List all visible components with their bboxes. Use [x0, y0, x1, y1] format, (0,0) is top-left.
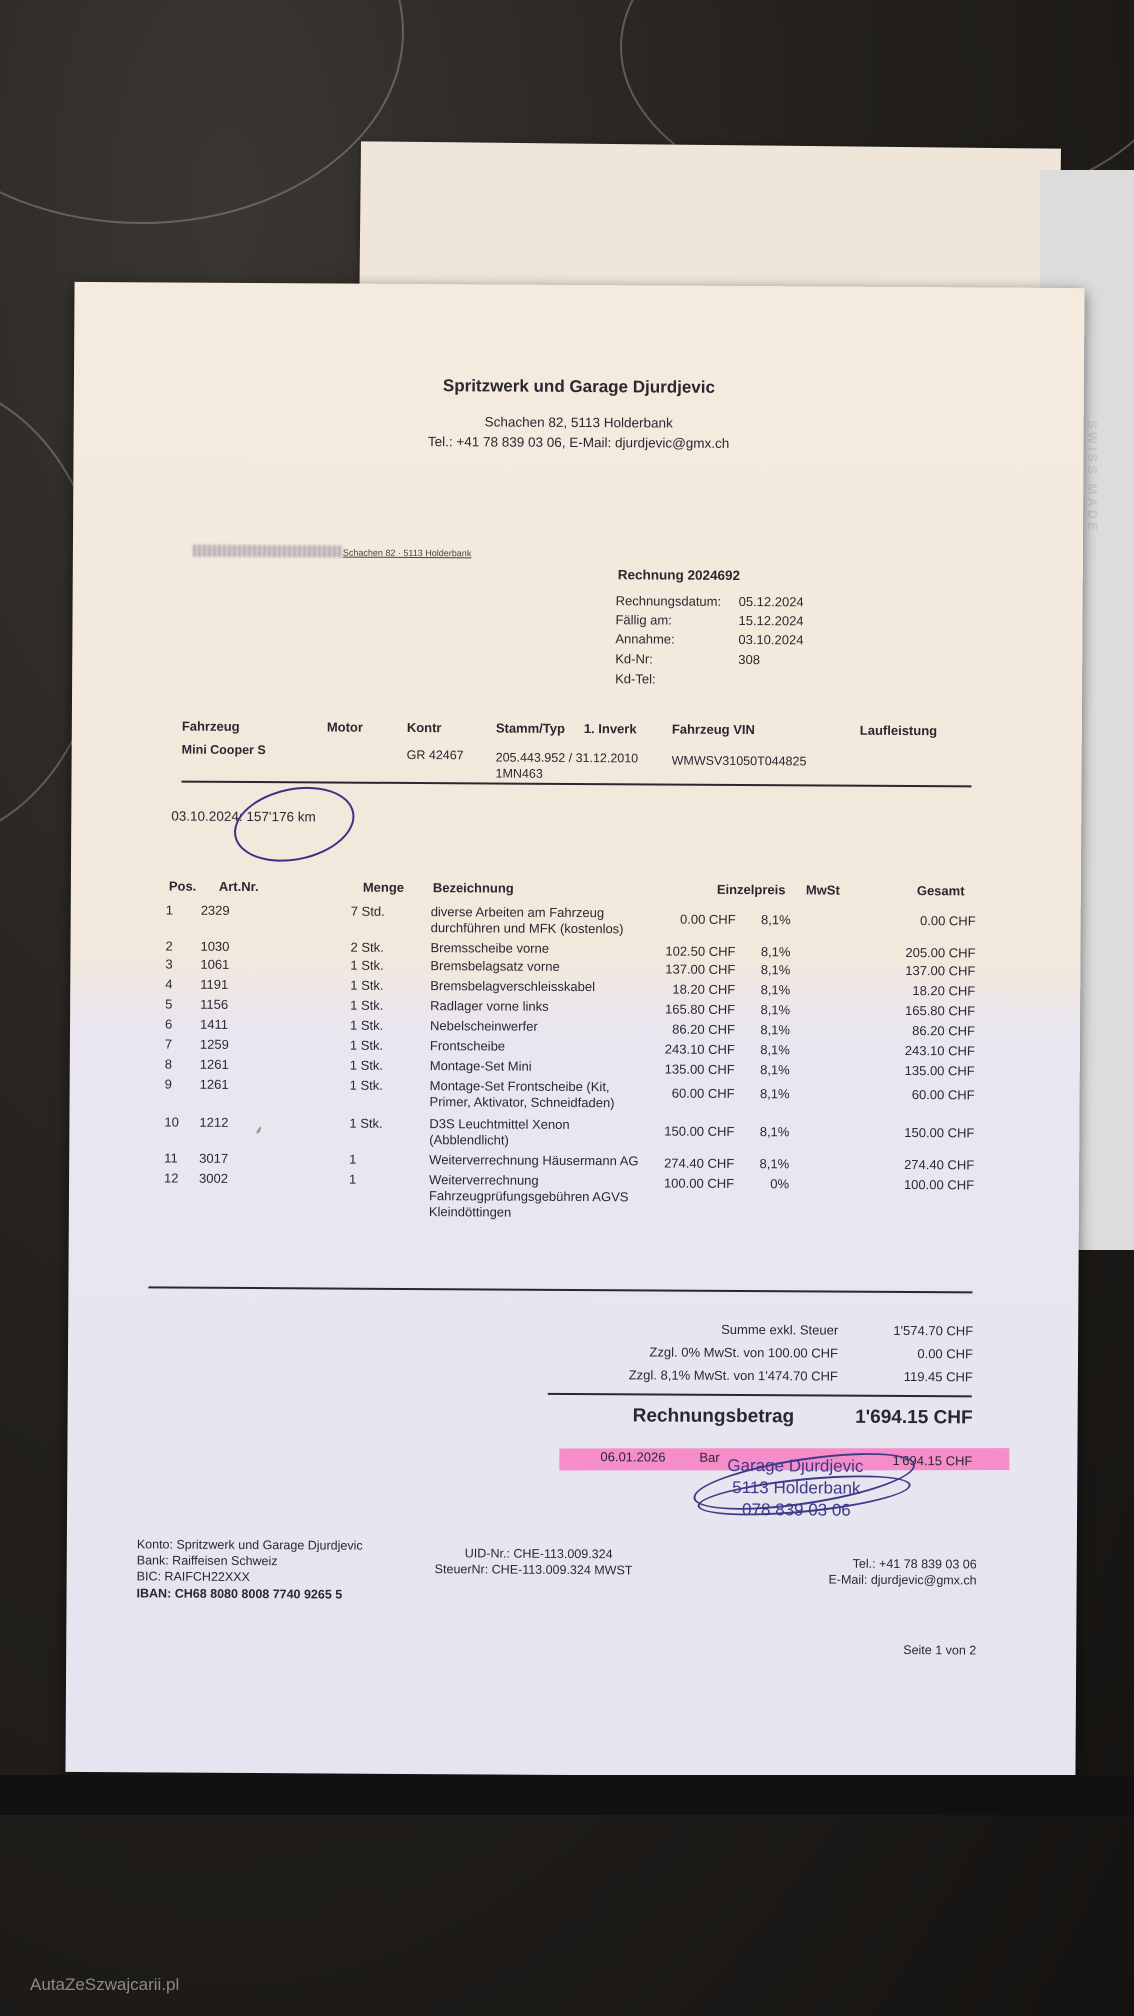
footer-tel: Tel.: +41 78 839 03 06	[852, 1556, 977, 1572]
item-description: Montage-Set Mini	[429, 1058, 532, 1074]
item-pos: 8	[164, 1056, 173, 1072]
item-total: 0.00 CHF	[919, 913, 976, 929]
column-header: Einzelpreis	[716, 881, 786, 898]
meta-value: 15.12.2024	[738, 612, 804, 629]
item-vat: 8,1%	[760, 962, 791, 978]
item-description: Primer, Aktivator, Schneidfaden)	[429, 1094, 615, 1111]
column-header: Menge	[362, 879, 405, 895]
item-quantity: 1 Stk.	[350, 997, 384, 1013]
vehicle-header: 1. Inverk	[583, 721, 637, 737]
item-pos: 12	[164, 1170, 179, 1186]
item-vat: 8,1%	[760, 1022, 791, 1038]
item-article: 1191	[200, 976, 229, 992]
column-header: Bezeichnung	[432, 880, 514, 896]
item-pos: 11	[164, 1150, 178, 1166]
item-vat: 8,1%	[760, 912, 791, 928]
item-description: diverse Arbeiten am Fahrzeug	[430, 904, 605, 921]
footer-uid: UID-Nr.: CHE-113.009.324	[464, 1546, 613, 1562]
vehicle-header: Motor	[326, 719, 364, 735]
item-description: Weiterverrechnung	[429, 1172, 539, 1188]
item-description: Kleindöttingen	[428, 1204, 512, 1220]
item-vat: 8,1%	[760, 944, 791, 960]
payment-date: 06.01.2026	[600, 1449, 666, 1465]
column-header: Art.Nr.	[218, 878, 259, 895]
item-description: Fahrzeugprüfungsgebühren AGVS	[428, 1188, 629, 1205]
payment-method: Bar	[699, 1449, 720, 1465]
vehicle-header: Kontr	[406, 719, 442, 736]
item-description: Bremsbelagverschleisskabel	[430, 978, 596, 995]
item-vat: 8,1%	[760, 1002, 791, 1018]
grand-total-label: Rechnungsbetrag	[632, 1405, 795, 1428]
item-pos: 4	[165, 976, 173, 992]
vehicle-header: Stamm/Typ	[495, 720, 565, 736]
item-unit-price: 137.00 CHF	[665, 961, 736, 977]
sender-line: Schachen 82 · 5113 Holderbank	[342, 547, 472, 559]
item-quantity: 2 Stk.	[350, 939, 384, 955]
item-article: 1261	[199, 1056, 229, 1072]
vehicle-header: Fahrzeug	[181, 718, 240, 734]
meta-value: 308	[738, 651, 761, 668]
item-quantity: 1 Stk.	[349, 1057, 384, 1073]
stamp-line: 078 839 03 06	[742, 1500, 851, 1520]
item-total: 274.40 CHF	[904, 1157, 975, 1173]
vehicle-stamm-typ-2: 1MN463	[495, 766, 543, 781]
item-article: 1156	[200, 996, 229, 1012]
item-quantity: 1 Stk.	[350, 977, 384, 993]
page-number: Seite 1 von 2	[903, 1643, 977, 1658]
vat81-label: Zzgl. 8,1% MwSt. von 1'474.70 CHF	[628, 1367, 838, 1384]
column-header: Gesamt	[916, 883, 965, 899]
stamp-line: 5113 Holderbank	[732, 1477, 861, 1498]
item-total: 100.00 CHF	[903, 1177, 975, 1193]
watermark: AutaZeSzwajcarii.pl	[30, 1975, 180, 1994]
invoice-document	[65, 282, 1084, 1778]
item-total: 150.00 CHF	[904, 1125, 975, 1141]
item-quantity: 7 Std.	[350, 903, 385, 919]
item-unit-price: 135.00 CHF	[664, 1061, 735, 1077]
item-total: 205.00 CHF	[905, 945, 976, 961]
item-pos: 6	[164, 1016, 173, 1032]
item-description: Frontscheibe	[429, 1038, 506, 1054]
item-vat: 0%	[770, 1176, 790, 1192]
item-unit-price: 165.80 CHF	[664, 1001, 736, 1017]
column-header: Pos.	[168, 878, 197, 894]
item-vat: 8,1%	[760, 982, 791, 998]
item-description: (Abblendlicht)	[429, 1132, 509, 1148]
company-name: Spritzwerk und Garage Djurdjevic	[442, 376, 716, 397]
item-quantity: 1 Stk.	[349, 1037, 384, 1053]
vehicle-stamm-typ: 205.443.952 / 31.12.2010	[495, 750, 639, 766]
item-pos: 2	[165, 938, 173, 954]
vat0-value: 0.00 CHF	[917, 1346, 974, 1362]
company-address: Schachen 82, 5113 Holderbank	[484, 414, 673, 431]
item-quantity: 1	[349, 1151, 357, 1167]
item-vat: 8,1%	[759, 1156, 790, 1172]
item-pos: 3	[165, 956, 173, 972]
item-quantity: 1	[349, 1171, 357, 1187]
hob-ring	[0, 0, 404, 224]
item-total: 60.00 CHF	[911, 1087, 975, 1103]
item-unit-price: 0.00 CHF	[679, 911, 736, 927]
vehicle-vin: WMWSV31050T044825	[671, 753, 807, 769]
items-divider	[148, 1286, 972, 1293]
item-vat: 8,1%	[760, 1042, 790, 1058]
item-article: 1030	[200, 938, 230, 954]
item-pos: 10	[164, 1114, 179, 1130]
footer-email: E-Mail: djurdjevic@gmx.ch	[828, 1572, 977, 1588]
item-total: 135.00 CHF	[904, 1063, 975, 1079]
footer-bank: BIC: RAIFCH22XXX	[136, 1569, 250, 1585]
item-unit-price: 150.00 CHF	[664, 1123, 735, 1139]
meta-label: Fällig am:	[615, 612, 672, 628]
item-article: 1061	[200, 956, 230, 972]
item-description: D3S Leuchtmittel Xenon	[429, 1116, 570, 1132]
item-description: Nebelscheinwerfer	[429, 1018, 538, 1034]
meta-label: Kd-Tel:	[615, 671, 656, 687]
item-total: 243.10 CHF	[904, 1043, 975, 1059]
background-sheet-text: SWISS MADE	[1085, 420, 1100, 534]
item-unit-price: 274.40 CHF	[664, 1155, 735, 1171]
item-description: durchführen und MFK (kostenlos)	[430, 920, 624, 937]
item-article: 3002	[199, 1170, 229, 1186]
item-article: 2329	[200, 902, 230, 918]
item-pos: 5	[165, 996, 173, 1012]
meta-value: 05.12.2024	[738, 593, 804, 610]
item-total: 18.20 CHF	[912, 983, 976, 999]
item-total: 165.80 CHF	[904, 1003, 976, 1019]
meta-label: Annahme:	[615, 631, 675, 647]
grand-total-value: 1'694.15 CHF	[855, 1406, 973, 1429]
item-description: Radlager vorne links	[430, 998, 549, 1014]
item-quantity: 1 Stk.	[349, 1017, 384, 1033]
vat0-label: Zzgl. 0% MwSt. von 100.00 CHF	[649, 1344, 839, 1361]
invoice-title: Rechnung 2024692	[617, 567, 741, 583]
footer-bank: Konto: Spritzwerk und Garage Djurdjevic	[136, 1537, 363, 1553]
subtotal-value: 1'574.70 CHF	[893, 1322, 974, 1339]
footer-steuer: SteuerNr: CHE-113.009.324 MWST	[434, 1562, 633, 1578]
footer-bank: Bank: Raiffeisen Schweiz	[136, 1553, 278, 1569]
meta-value: 03.10.2024	[738, 631, 804, 648]
item-quantity: 1 Stk.	[349, 1115, 383, 1131]
item-unit-price: 102.50 CHF	[665, 943, 736, 959]
item-pos: 1	[165, 902, 174, 918]
item-vat: 8,1%	[759, 1086, 790, 1102]
company-contact: Tel.: +41 78 839 03 06, E-Mail: djurdjevic@gmx.ch	[427, 434, 730, 451]
vehicle-header: Laufleistung	[859, 722, 938, 739]
item-article: 1411	[199, 1016, 229, 1032]
subtotal-label: Summe exkl. Steuer	[721, 1321, 839, 1338]
handwritten-circle	[227, 777, 361, 872]
item-unit-price: 18.20 CHF	[672, 981, 736, 997]
item-total: 86.20 CHF	[912, 1023, 976, 1039]
vat81-value: 119.45 CHF	[903, 1369, 973, 1385]
table-edge	[0, 1775, 1134, 1815]
meta-label: Kd-Nr:	[615, 651, 653, 667]
pen-mark: ⸙	[254, 1123, 264, 1138]
mileage-note: 03.10.2024: 157'176 km	[171, 808, 316, 825]
item-pos: 7	[164, 1036, 173, 1052]
vehicle-header: Fahrzeug VIN	[671, 721, 755, 738]
item-unit-price: 100.00 CHF	[663, 1175, 735, 1191]
stamp-line: Garage Djurdjevic	[727, 1455, 864, 1476]
footer-iban: IBAN: CH68 8080 8008 7740 9265 5	[136, 1586, 343, 1602]
item-quantity: 1 Stk.	[349, 1077, 383, 1093]
item-description: Montage-Set Frontscheibe (Kit,	[429, 1078, 610, 1095]
item-article: 1212	[199, 1114, 229, 1130]
item-description: Bremsscheibe vorne	[430, 940, 550, 956]
column-header: MwSt	[805, 882, 840, 898]
vehicle-kontr: GR 42467	[406, 747, 464, 763]
item-unit-price: 243.10 CHF	[664, 1041, 735, 1057]
total-divider	[548, 1393, 972, 1398]
item-article: 1261	[199, 1076, 229, 1092]
vehicle-model: Mini Cooper S	[181, 742, 266, 758]
item-unit-price: 86.20 CHF	[672, 1021, 736, 1037]
item-pos: 9	[164, 1076, 172, 1092]
item-unit-price: 60.00 CHF	[671, 1085, 735, 1101]
redacted-sender	[193, 545, 343, 558]
item-quantity: 1 Stk.	[350, 957, 384, 973]
item-description: Weiterverrechnung Häusermann AG	[429, 1152, 639, 1169]
item-description: Bremsbelagsatz vorne	[430, 958, 560, 974]
meta-label: Rechnungsdatum:	[615, 593, 722, 609]
item-vat: 8,1%	[760, 1062, 790, 1078]
payment-amount: 1'694.15 CHF	[892, 1452, 973, 1469]
item-article: 3017	[199, 1150, 229, 1166]
item-vat: 8,1%	[759, 1124, 790, 1140]
item-article: 1259	[199, 1036, 229, 1052]
item-total: 137.00 CHF	[905, 963, 976, 979]
